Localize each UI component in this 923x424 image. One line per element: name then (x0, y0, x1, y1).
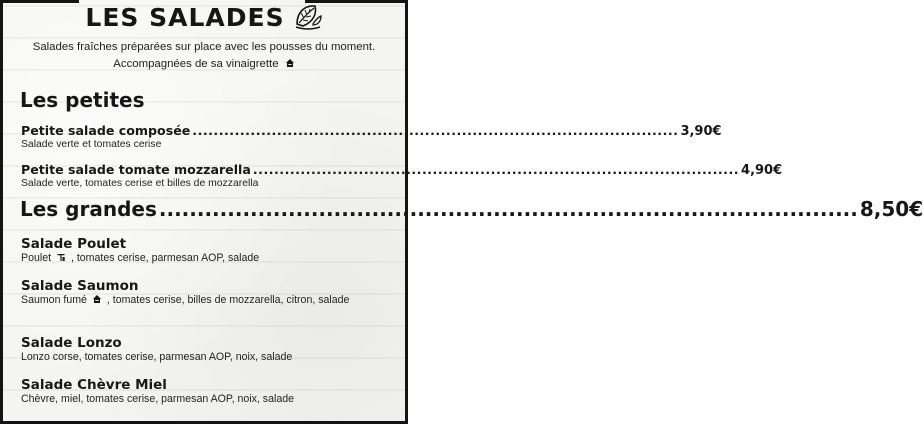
item-description-end: , tomates cerise, billes de mozzarella, citron, salade (106, 294, 350, 306)
leader-dots: ............................................................................................ (158, 197, 858, 221)
item-description-end: , tomates cerise, parmesan AOP, salade (70, 252, 260, 264)
house-icon (285, 58, 295, 68)
intro-line-1: Salades fraîches préparées sur place avec les pousses du moment. (32, 41, 376, 53)
item-name: Salade Poulet (21, 236, 127, 252)
section-title-petites: Les petites (20, 88, 145, 112)
section-price-grandes: 8,50€ (859, 197, 923, 221)
intro-line-2-text: Accompagnées de sa vinaigrette (113, 58, 279, 70)
menu-item-salade-saumon (21, 278, 389, 307)
item-description (21, 294, 389, 307)
tl-flag-icon (56, 252, 66, 262)
item-description: Salade verte et tomates cerise (21, 139, 162, 150)
item-description: Salade verte, tomates cerise et billes de mozzarella (21, 178, 259, 189)
item-name: Salade Lonzo (21, 335, 122, 351)
item-description: Chèvre, miel, tomates cerise, parmesan AOP, noix, salade (21, 393, 295, 405)
leader-dots: ............................................................................................ (252, 162, 740, 177)
item-description (21, 252, 389, 265)
menu-title: LES SALADES (85, 2, 285, 32)
menu-item-petite-composee (21, 123, 722, 152)
item-name: Petite salade composée (21, 123, 191, 138)
intro-line-2 (3, 56, 405, 73)
menu-item-salade-poulet (21, 236, 389, 265)
menu-item-petite-tomate-mozzarella (21, 162, 783, 191)
item-description-start: Saumon fumé (21, 294, 87, 306)
item-name: Petite salade tomate mozzarella (21, 162, 251, 177)
item-description-start: Poulet (21, 252, 52, 264)
house-icon (92, 294, 102, 304)
menu-item-salade-chevre-miel (21, 377, 389, 406)
item-row (21, 162, 783, 178)
section-title-grandes (20, 197, 923, 221)
menu-item-salade-lonzo (21, 335, 389, 364)
leader-dots: ............................................................................................ (192, 123, 679, 138)
item-price: 4,90€ (741, 163, 783, 178)
item-price: 3,90€ (680, 124, 722, 139)
item-name: Salade Chèvre Miel (21, 377, 167, 393)
title-row (3, 2, 405, 32)
item-name: Salade Saumon (21, 278, 139, 294)
section-title-grandes-label: Les grandes (20, 197, 157, 221)
salad-leaf-icon (293, 2, 323, 32)
intro-text (3, 39, 405, 73)
item-row (21, 123, 722, 139)
item-description: Lonzo corse, tomates cerise, parmesan AOP, noix, salade (21, 351, 293, 363)
